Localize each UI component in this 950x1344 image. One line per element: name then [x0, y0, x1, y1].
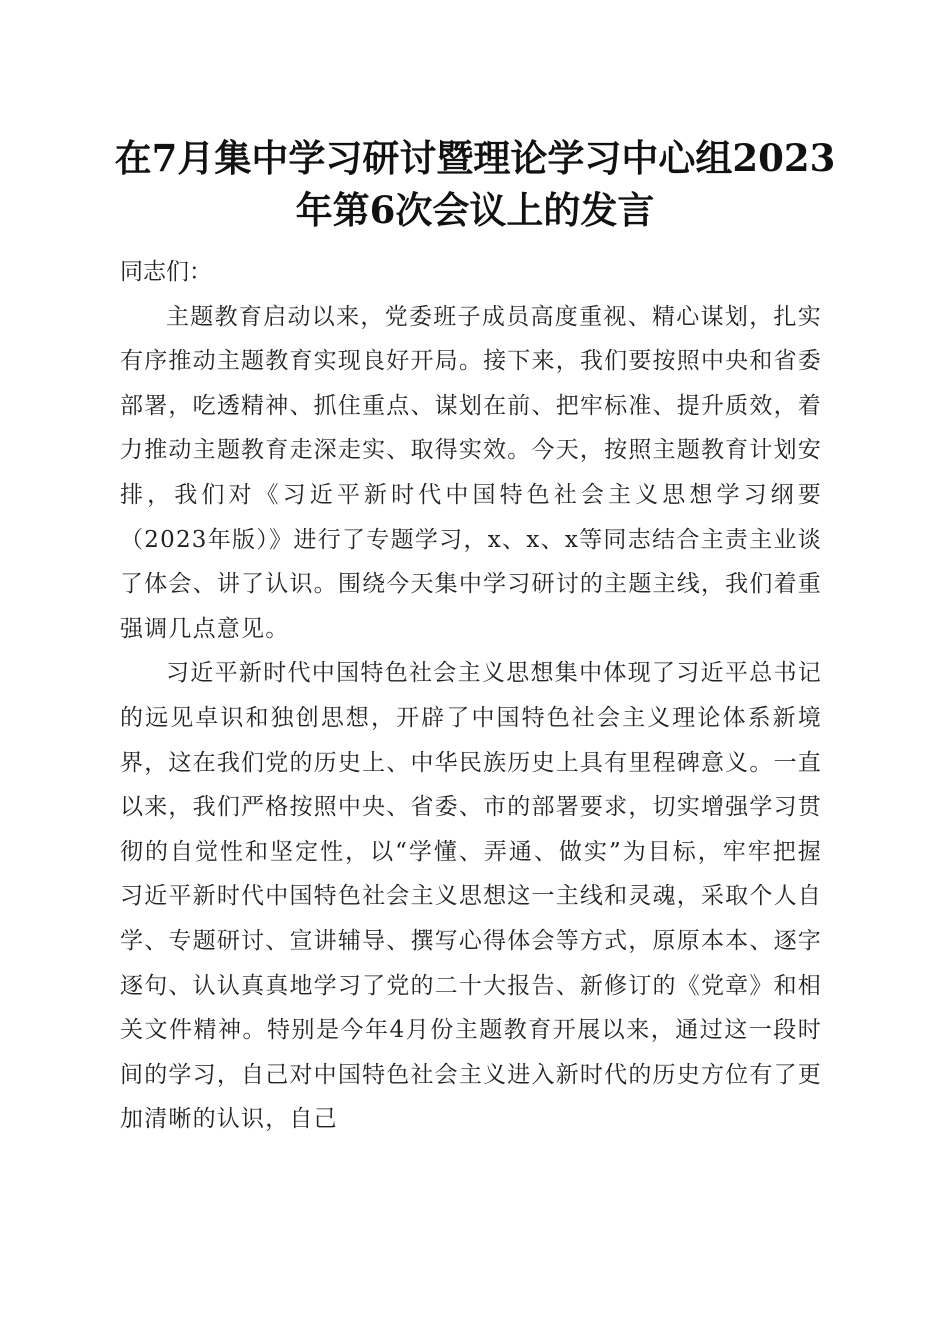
salutation: 同志们：: [120, 259, 212, 285]
paragraph-1: 主题教育启动以来，党委班子成员高度重视、精心谋划，扎实有序推动主题教育实现良好开局。接下来，我们要按照中央和省委部署，吃透精神、抓住重点、谋划在前、把牢标准、提升质效，着力推动主题教育走深走实、取得实效。今天，按照主题教育计划安排，我们对《习近平新时代中国特色社会主义思想学习纲要（2023年版）》进行了专题学习，x、x、x等同志结合主责主业谈了体会、讲了认识。围绕今天集中学习研讨的主题主线，我们着重强调几点意见。: [120, 303, 822, 642]
document-body: [120, 250, 822, 1142]
title-line-2: 年第6次会议上的发言: [295, 188, 655, 232]
title-line-1: 在7月集中学习研讨暨理论学习中心组2023: [114, 136, 836, 180]
document-title: [110, 132, 840, 236]
paragraph-2: 习近平新时代中国特色社会主义思想集中体现了习近平总书记的远见卓识和独创思想，开辟了中国特色社会主义理论体系新境界，这在我们党的历史上、中华民族历史上具有里程碑意义。一直以来，我们严格按照中央、省委、市的部署要求，切实增强学习贯彻的自觉性和坚定性，以“学懂、弄通、做实”为目标，牢牢把握习近平新时代中国特色社会主义思想这一主线和灵魂，采取个人自学、专题研讨、宣讲辅导、撰写心得体会等方式，原原本本、逐字逐句、认认真真地学习了党的二十大报告、新修订的《党章》和相关文件精神。特别是今年4月份主题教育开展以来，通过这一段时间的学习，自己对中国特色社会主义进入新时代的历史方位有了更加清晰的认识，自己: [120, 660, 822, 1133]
